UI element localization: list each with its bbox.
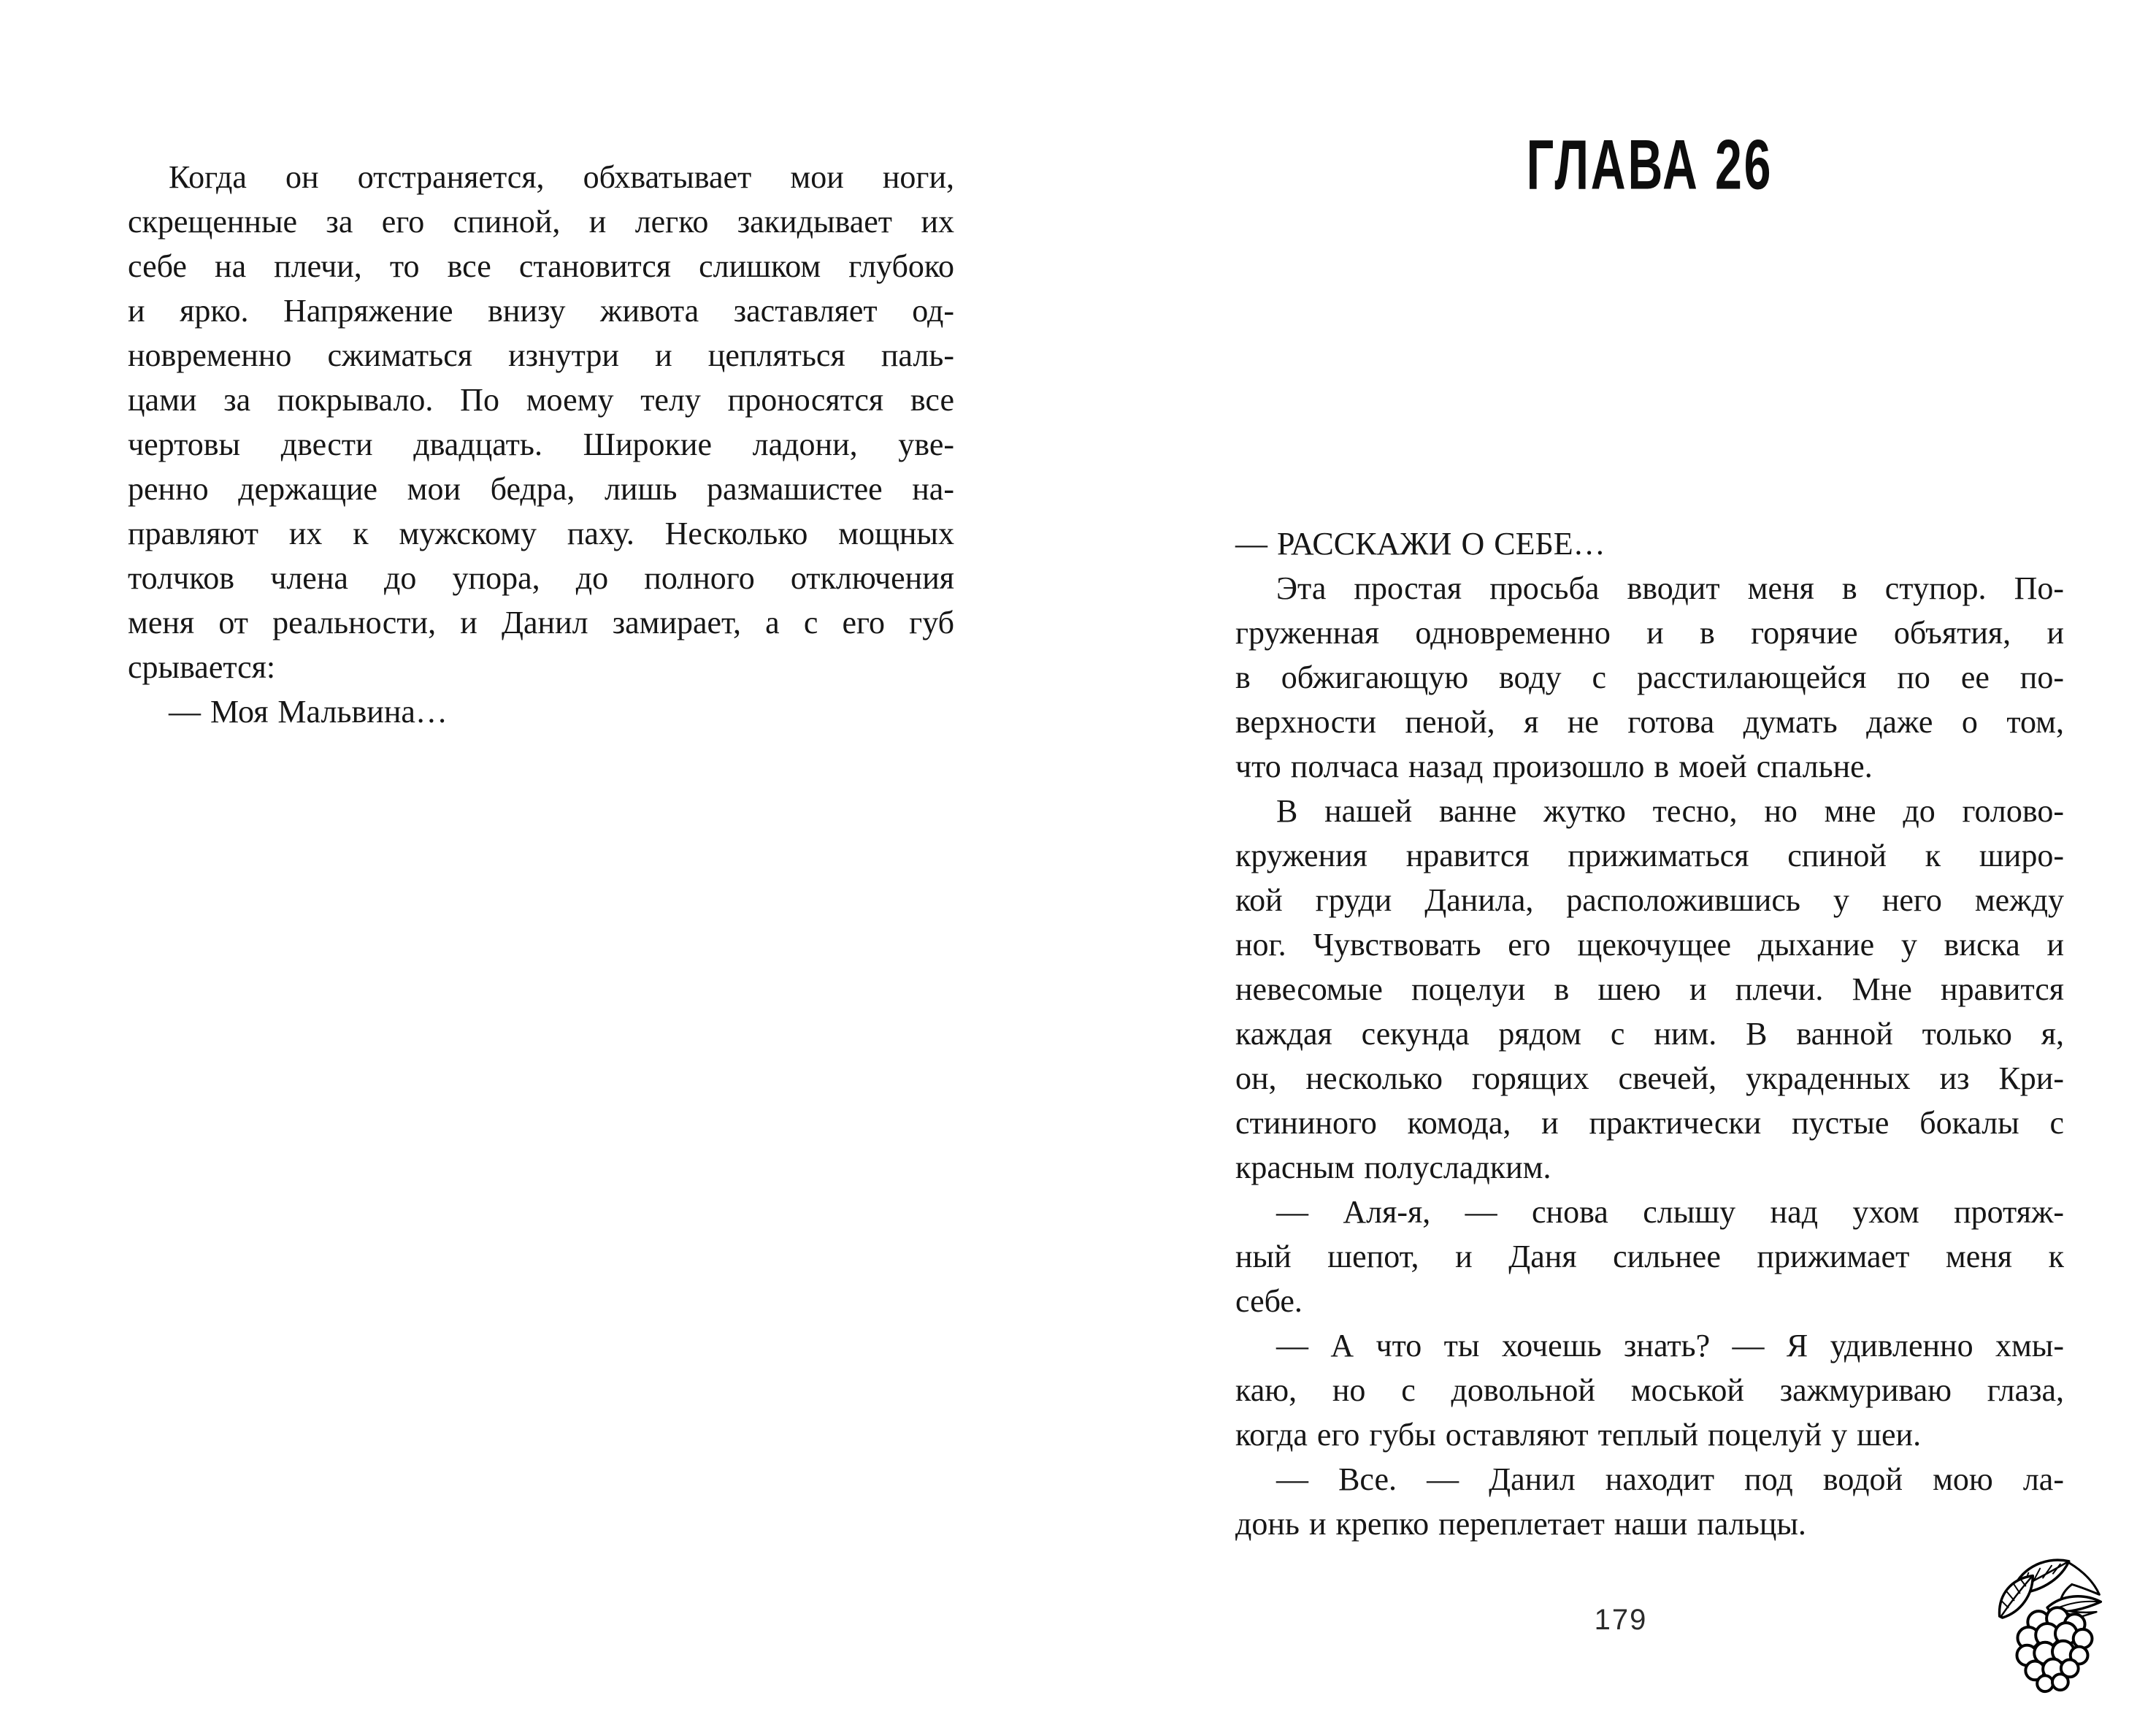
paragraph — [1235, 521, 2064, 566]
text-line: — Аля-я, — снова слышу над ухом протяж- — [1276, 1194, 2064, 1230]
paragraph — [1235, 1190, 2064, 1323]
chapter-heading-text: ГЛАВА 26 — [1526, 126, 1773, 204]
text-line: цами за покрывало. По моему телу проносятся все — [128, 382, 954, 418]
text-line: невесомые поцелуи в шею и плечи. Мне нравится — [1235, 971, 2064, 1007]
text-line: срывается: — [128, 649, 276, 685]
text-line: скрещенные за его спиной, и легко закидывает их — [128, 204, 954, 240]
text-line: что полчаса назад произошло в моей спальне. — [1235, 749, 1873, 784]
text-line: — РАССКАЖИ О СЕБЕ… — [1235, 526, 1606, 562]
right-page-text — [1235, 521, 2064, 1546]
text-line: красным полусладким. — [1235, 1150, 1551, 1185]
text-line: когда его губы оставляют теплый поцелуй у шеи. — [1235, 1417, 1922, 1453]
paragraph — [1235, 1323, 2064, 1457]
text-line: Когда он отстраняется, обхватывает мои ноги, — [169, 159, 954, 195]
text-line: ренно держащие мои бедра, лишь размашистее на- — [128, 471, 954, 507]
text-line: Эта простая просьба вводит меня в ступор. По- — [1276, 570, 2064, 606]
text-line: каю, но с довольной моськой зажмуриваю глаза, — [1235, 1372, 2064, 1408]
text-line: в обжигающую воду с расстилающейся по ее по- — [1235, 659, 2064, 695]
text-line: верхности пеной, я не готова думать даже о том, — [1235, 704, 2064, 740]
text-line: стининого комода, и практически пустые бокалы с — [1235, 1105, 2064, 1141]
page-number: 179 — [1594, 1604, 1648, 1636]
left-page-text — [128, 155, 954, 734]
text-line: кой груди Данила, расположившись у него между — [1235, 882, 2064, 918]
text-line: груженная одновременно и в горячие объятия, и — [1235, 615, 2064, 651]
text-line: новременно сжиматься изнутри и цепляться паль- — [128, 337, 954, 373]
text-line: каждая секунда рядом с ним. В ванной только я, — [1235, 1016, 2064, 1052]
paragraph — [1235, 1457, 2064, 1546]
text-line: толчков члена до упора, до полного отключения — [128, 560, 954, 596]
text-line: меня от реальности, и Данил замирает, а с его губ — [128, 605, 954, 640]
text-line: он, несколько горящих свечей, украденных из Кри- — [1235, 1060, 2064, 1096]
text-line: чертовы двести двадцать. Широкие ладони, уве- — [128, 427, 954, 462]
text-line: — Моя Мальвина… — [169, 694, 448, 730]
paragraph — [128, 689, 954, 734]
text-line: — Все. — Данил находит под водой мою ла- — [1276, 1461, 2064, 1497]
text-line: и ярко. Напряжение внизу живота заставляет од- — [128, 293, 954, 329]
text-line: себе. — [1235, 1283, 1303, 1319]
text-line: себе на плечи, то все становится слишком глубоко — [128, 248, 954, 284]
paragraph — [128, 155, 954, 689]
paragraph — [1235, 789, 2064, 1190]
paragraph — [1235, 566, 2064, 789]
text-line: донь и крепко переплетает наши пальцы. — [1235, 1506, 1806, 1542]
text-line: правляют их к мужскому паху. Несколько мощных — [128, 516, 954, 551]
text-line: — А что ты хочешь знать? — Я удивленно хмы- — [1276, 1328, 2064, 1363]
text-line: В нашей ванне жутко тесно, но мне до голово- — [1276, 793, 2064, 829]
text-line: кружения нравится прижиматься спиной к широ- — [1235, 838, 2064, 873]
raspberry-illustration — [1987, 1547, 2117, 1699]
text-line: ног. Чувствовать его щекочущее дыхание у виска и — [1235, 927, 2064, 963]
chapter-heading — [1235, 126, 2064, 204]
text-line: ный шепот, и Даня сильнее прижимает меня к — [1235, 1239, 2064, 1274]
